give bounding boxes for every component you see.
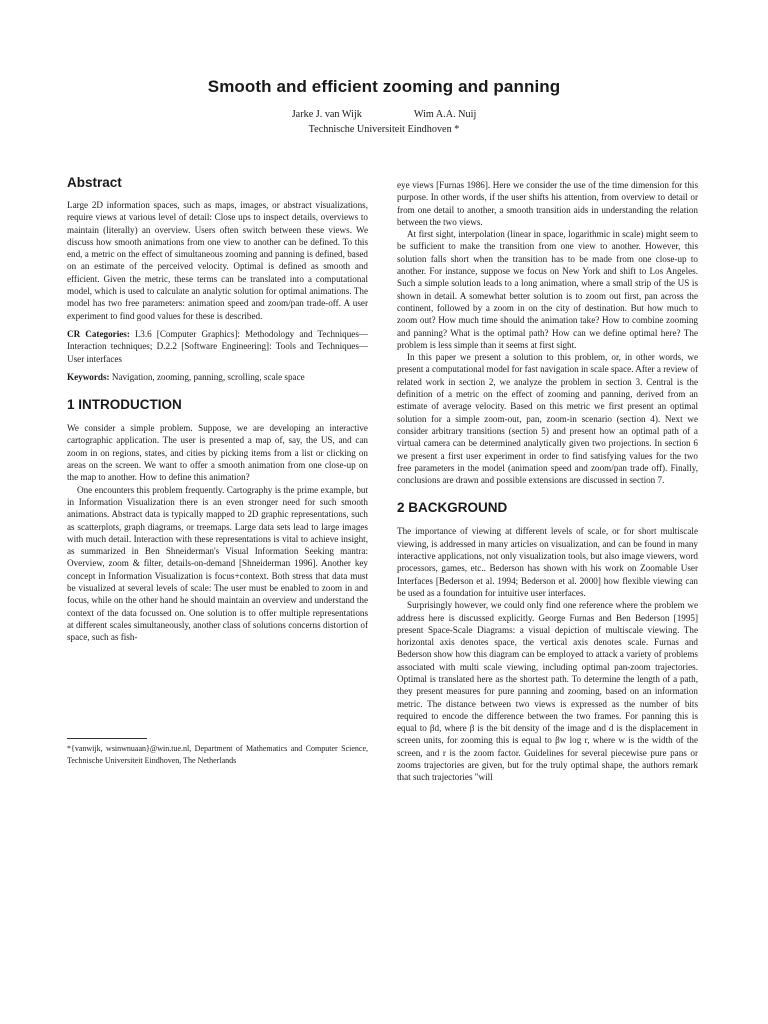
keywords: [67, 371, 368, 383]
left-column: [67, 175, 368, 644]
author-line: [0, 109, 768, 120]
right-column: [397, 179, 698, 784]
background-paragraph-2: Surprisingly however, we could only find one reference where the problem we address here is discussed explicitly. George Furnas and Ben Bederson [1995] present Space-Scale Diagrams: a visual depiction of multiscale viewing. The horizontal axis denotes space, the vertical axis denotes scale. Furnas and Bederson show how this diagram can be employed to attack a variety of problems associated with multi scale viewing, including optimal pan-zoom trajectories. Optimal is translated here as the shortest path. To determine the length of a path, they present measures for pure panning and zooming, based on an information metric. The distance between two views is expressed as the number of bits required to encode the difference between the two frames. For panning this is equal to βd, where β is the bit density of the image and d is the displacement in screen units, for zooming this is equal to βw log r, where w is the width of the screen, and r is the zoom factor. Guidelines for several piecewise pure pans or zooms trajectories are given, but for the truly optimal shape, the authors remark that such trajectories "will: [397, 600, 698, 783]
abstract-text: Large 2D information spaces, such as maps, images, or abstract visualizations, require views at various level of detail: Close ups to inspect details, overviews to maintain (literally) an overview. Users often switch between these views. We discuss how smooth animations from one view to another can be defined. To this end, a metric on the effect of simultaneous zooming and panning is defined, based on an estimate of the perceived velocity. Optimal is defined as smooth and efficient. Given the metric, these terms can be translated into a computational model, which is used to calculate an analytic solution for optimal animations. The model has two free parameters: animation speed and zoom/pan trade-off. A user experiment to find good values for these is described.: [67, 200, 368, 321]
author-2: Wim A.A. Nuij: [413, 109, 477, 120]
background-heading: 2 BACKGROUND: [397, 500, 508, 516]
keywords-label: Keywords:: [67, 371, 110, 382]
cr-label: CR Categories:: [67, 328, 130, 339]
intro-paragraph-2: One encounters this problem frequently. Cartography is the prime example, but in Information Visualization there is an even stronger need for such smooth animations. Abstract data is typically mapped to 2D graphic representations, such as scatterplots, graph diagrams, or treemaps. Large data sets lead to large images with much detail. Interaction with these representations is vital to achieve insight, as summarized in Ben Shneiderman's Visual Information Seeking mantra: Overview, zoom & filter, details-on-demand [Shneiderman 1996]. Another key concept in Information Visualization is focus+context. Both stress that data must be visualized at several levels of scale: The user must be enabled to zoom in and focus, while on the other hand he should maintain an overview and understand the context of the data focussed on. One solution is to offer multiple representations at different scales simultaneously, another class of solutions concerns distortion of space, such as fish-: [67, 484, 368, 643]
intro-paragraph-1: We consider a simple problem. Suppose, we are developing an interactive cartographic application. The user is presented a map of, say, the US, and can zoom in on regions, states, and cities by picking items from a list or clicking on areas on the screen. We want to offer a smooth animation from one close-up on the map to another. How to define this animation?: [67, 423, 368, 483]
author-1: Jarke J. van Wijk: [291, 109, 362, 120]
right-paragraph-2: At first sight, interpolation (linear in space, logarithmic in scale) might seem to be sufficient to make the transition from one view to another. However, this solution falls short when the transition has to be made from one close-up to another. For instance, suppose we focus on New York and shift to Los Angeles. Such a simple solution leads to a long animation, where a small strip of the US is shown in detail. A somewhat better solution is to zoom out first, pan across the continent, followed by a zoom in on the city of destination. But how much to zoom out? How much time should the animation take? How to combine zooming and panning? What is the optimal path? How can we define optimal here? The problem is less simple than it seems at first sight.: [397, 229, 698, 350]
paper-title: Smooth and efficient zooming and panning: [207, 77, 561, 96]
cr-text: I.3.6 [Computer Graphics]: Methodology and Techniques—Interaction techniques; D.2.2 [Software Engineering]: Tools and Techniques—User interfaces: [67, 328, 368, 364]
right-paragraph-3: In this paper we present a solution to this problem, or, in other words, we present a computational model for fast navigation in scale space. After a review of related work in section 2, we analyze the problem in section 3. Central is the definition of a metric on the effect of zooming and panning, derived from an estimate of average velocity. Based on this metric we first present an optimal solution for a simple zoom-out, pan, zoom-in scenario (section 4). Next we consider arbitrary transitions (section 5) and present how an optimal path of a virtual camera can be determined analytically given two projections. In section 6 we present a first user experiment in order to find satisfying values for the two free parameters in the model (animation speed and zoom/pan trade off). Finally, conclusions are drawn and possible extensions are discussed in section 7.: [397, 352, 698, 486]
background-paragraph-1: The importance of viewing at different levels of scale, or for short multiscale viewing, is addressed in many articles on visualization, and can be found in many interactive applications, not only visualization tools, but also image viewers, word processors, games, etc.. Bederson has shown with his work on Zoomable User Interfaces [Bederson et al. 1994; Bederson et al. 2000] how flexible viewing can be used as a foundation for intuitive user interfaces.: [397, 526, 698, 598]
affiliation: Technische Universiteit Eindhoven *: [308, 124, 460, 135]
footnote: *{vanwijk, wsinwnuaan}@win.tue.nl, Department of Mathematics and Computer Science, Technische Universiteit Eindhoven, The Netherlands: [67, 744, 368, 765]
intro-heading: 1 INTRODUCTION: [67, 397, 182, 413]
cr-categories: [67, 328, 368, 365]
footnote-rule: [67, 738, 147, 739]
right-paragraph-1: eye views [Furnas 1986]. Here we consider the use of the time dimension for this purpose. In other words, if the user shifts his attention, from overview to detail or from one detail to another, a smooth transition aids in understanding the relation between the two views.: [397, 180, 698, 227]
abstract-heading: Abstract: [67, 175, 122, 190]
keywords-text: Navigation, zooming, panning, scrolling, scale space: [111, 371, 305, 382]
